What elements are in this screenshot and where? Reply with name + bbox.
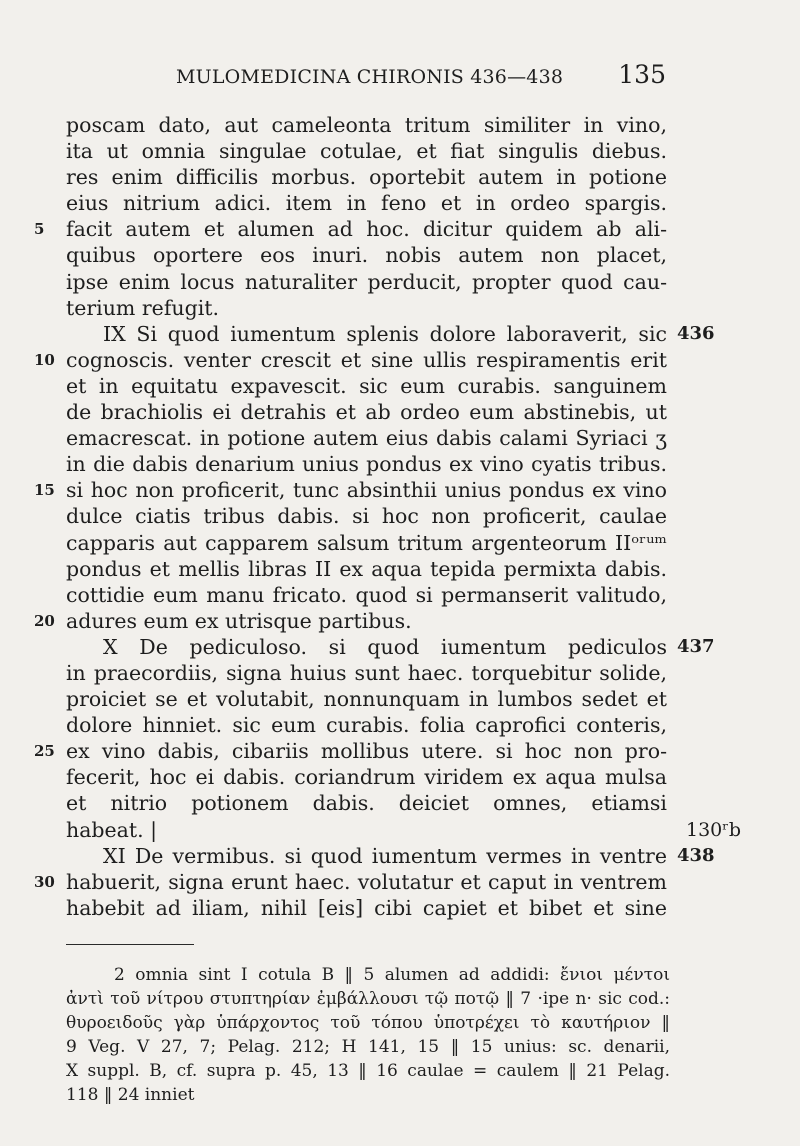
line-number: 30 (34, 872, 55, 891)
line-text: dolore hinniet. sic eum curabis. folia caprofici conteris, (66, 713, 667, 738)
line-number: 25 (34, 742, 55, 761)
line-number: 15 (34, 481, 55, 500)
line-text: fecerit, hoc ei dabis. coriandrum viridem ex aqua mulsa (66, 765, 667, 790)
text-line (0, 608, 800, 634)
line-text: cognoscis. venter crescit et sine ullis respiramentis erit (66, 347, 667, 372)
line-text: XI De vermibus. si quod iumentum vermes in ventre (103, 843, 667, 868)
text-line (0, 582, 800, 608)
text-line (0, 112, 800, 138)
line-text: ipse enim locus naturaliter perducit, propter quod cau- (66, 269, 667, 294)
line-text: in die dabis denarium unius pondus ex vino cyatis tribus. (66, 452, 667, 477)
section-number: 437 (677, 635, 715, 657)
line-text: habebit ad iliam, nihil [eis] cibi capiet et bibet et sine (66, 895, 667, 920)
line-text: X De pediculoso. si quod iumentum pediculos (103, 634, 667, 659)
text-line (0, 660, 800, 686)
note-line: 118 ‖ 24 inniet (66, 1085, 195, 1105)
footnote-rule (66, 944, 194, 945)
section-number: 438 (677, 844, 715, 866)
section-number: 436 (677, 322, 715, 344)
text-line (0, 216, 800, 242)
text-line (0, 869, 800, 895)
text-line (0, 817, 800, 843)
text-line (0, 530, 800, 556)
line-text: proiciet se et volutabit, nonnunquam in lumbos sedet et (66, 687, 667, 712)
line-text: eius nitrium adici. item in feno et in ordeo spargis. (66, 191, 667, 216)
text-line (0, 686, 800, 712)
text-line (0, 347, 800, 373)
text-line (0, 373, 800, 399)
text-line (0, 321, 800, 347)
text-line (0, 399, 800, 425)
line-text: ita ut omnia singulae cotulae, et fiat singulis diebus. (66, 139, 667, 164)
text-line (0, 738, 800, 764)
note-line: 2 omnia sint I cotula B ‖ 5 alumen ad addidi: ἔνιοι μέντοι (114, 965, 670, 985)
page-number: 135 (618, 60, 666, 89)
line-text: ex vino dabis, cibariis mollibus utere. si hoc non pro- (66, 739, 667, 764)
text-line (0, 164, 800, 190)
line-text: si hoc non proficerit, tunc absinthii unius pondus ex vino (66, 478, 667, 503)
note-line: X suppl. B, cf. supra p. 45, 13 ‖ 16 caulae = caulem ‖ 21 Pelag. (66, 1061, 670, 1081)
line-number: 5 (34, 220, 45, 239)
page-header (176, 60, 666, 90)
text-line (0, 242, 800, 268)
text-line (0, 790, 800, 816)
text-line (0, 138, 800, 164)
line-text: et in equitatu expavescit. sic eum curabis. sanguinem (66, 373, 667, 398)
apparatus-notes (66, 963, 670, 1107)
line-text: pondus et mellis libras II ex aqua tepida permixta dabis. (66, 556, 667, 581)
folio-marker: 130ʳb (686, 818, 742, 841)
line-text: emacrescat. in potione autem eius dabis calami Syriaci ʒ (66, 426, 667, 451)
line-number: 20 (34, 611, 55, 630)
line-number: 10 (34, 350, 55, 369)
line-text: in praecordiis, signa huius sunt haec. torquebitur solide, (66, 660, 667, 685)
main-text (0, 112, 800, 921)
text-line (0, 295, 800, 321)
text-line (0, 764, 800, 790)
line-text: de brachiolis ei detrahis et ab ordeo eum abstinebis, ut (66, 400, 667, 425)
line-text: poscam dato, aut cameleonta tritum similiter in vino, (66, 113, 667, 137)
text-line (0, 451, 800, 477)
line-text: dulce ciatis tribus dabis. si hoc non proficerit, caulae (66, 504, 667, 529)
line-text: et nitrio potionem dabis. deiciet omnes, etiamsi (66, 791, 667, 816)
note-line: θυροειδοῦς γὰρ ὑπάρχοντος τοῦ τόπου ὑποτρέχει τὸ καυτήριον ‖ (66, 1013, 670, 1033)
note-line: ἀντὶ τοῦ νίτρου στυπτηρίαν ἐμβάλλουσι τῷ ποτῷ ‖ 7 ·ipe n· sic cod.: (66, 989, 670, 1009)
running-head: MULOMEDICINA CHIRONIS 436—438 (176, 66, 564, 88)
text-line (0, 634, 800, 660)
line-text: facit autem et alumen ad hoc. dicitur quidem ab ali- (66, 217, 667, 242)
text-line (0, 425, 800, 451)
line-text: res enim difficilis morbus. oportebit autem in potione (66, 165, 667, 190)
line-text: capparis aut capparem salsum tritum argenteorum IIᵒʳᵘᵐ (66, 530, 667, 555)
text-line (0, 190, 800, 216)
line-text: quibus oportere eos inuri. nobis autem non placet, (66, 243, 667, 268)
text-line (0, 895, 800, 921)
line-text: IX Si quod iumentum splenis dolore laboraverit, sic (103, 321, 667, 346)
text-line (0, 503, 800, 529)
text-line (0, 477, 800, 503)
text-line (0, 556, 800, 582)
line-text: habeat. | (66, 817, 158, 842)
line-text: adures eum ex utrisque partibus. (66, 608, 412, 633)
text-line (0, 712, 800, 738)
text-line (0, 843, 800, 869)
line-text: terium refugit. (66, 295, 220, 320)
text-line (0, 269, 800, 295)
line-text: habuerit, signa erunt haec. volutatur et caput in ventrem (66, 869, 667, 894)
line-text: cottidie eum manu fricato. quod si permanserit valitudo, (66, 582, 667, 607)
note-line: 9 Veg. V 27, 7; Pelag. 212; H 141, 15 ‖ 15 unius: sc. denarii, (66, 1037, 670, 1057)
